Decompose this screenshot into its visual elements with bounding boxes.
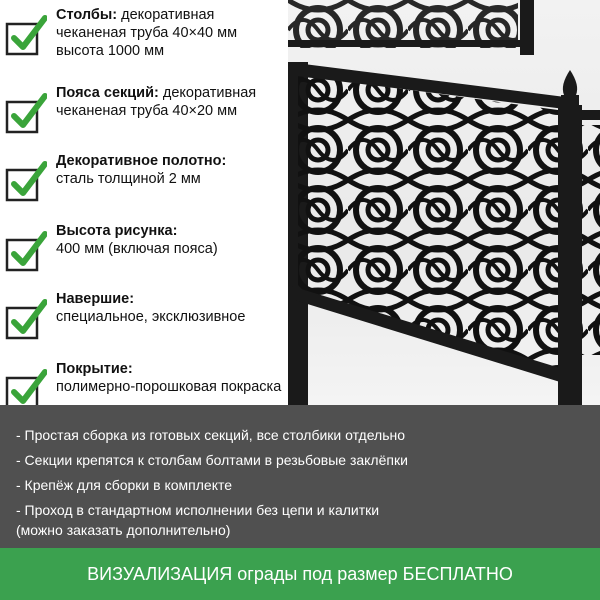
note-item: - Проход в стандартном исполнении без цепи и калитки (можно заказать дополнительно) [16,502,380,538]
spec-desc: декоративная [158,85,257,101]
spec-text [56,6,237,60]
spec-text [56,152,226,188]
note-item: - Простая сборка из готовых секций, все столбики отдельно [16,427,406,443]
checkmark-icon [5,92,47,134]
spec-item-belts [0,84,340,134]
spec-title: Декоративное полотно: [56,153,227,169]
spec-title: Навершие: [56,291,135,307]
spec-item-panel [0,152,340,202]
spec-text [56,290,245,326]
spec-title: Высота рисунка: [56,223,178,239]
checkmark-icon [5,160,47,202]
spec-item-finial [0,290,340,340]
note-item: - Крепёж для сборки в комплекте [16,477,233,493]
spec-desc: декоративная [117,7,215,23]
notes-list [16,425,591,545]
spec-item-posts [0,6,340,59]
note-item: - Секции крепятся к столбам болтами в резьбовые заклёпки [16,452,408,468]
spec-text [56,84,256,120]
checkmark-icon [5,298,47,340]
spec-line: чеканеная труба 40×40 мм [56,25,238,41]
spec-line: 400 мм (включая пояса) [56,241,218,257]
spec-line: полимерно-порошковая покраска [56,379,282,395]
spec-item-coating [0,360,340,410]
spec-line: чеканеная труба 40×20 мм [56,103,238,119]
spec-line: специальное, эксклюзивное [56,309,246,325]
spec-text [56,360,281,396]
spec-line: высота 1000 мм [56,43,165,59]
spec-title: Покрытие: [56,361,133,377]
notes-panel [0,405,600,548]
checkmark-icon [5,230,47,272]
free-visualization-banner: ВИЗУАЛИЗАЦИЯ ограды под размер БЕСПЛАТНО [0,548,600,600]
checkmark-icon [5,368,47,410]
spec-title: Пояса секций: [56,85,159,101]
spec-text [56,222,218,258]
checkmark-icon [5,14,47,56]
spec-title: Столбы: [56,7,118,23]
spec-item-pattern-height [0,222,340,272]
spec-list [0,0,340,405]
spec-line: сталь толщиной 2 мм [56,171,201,187]
